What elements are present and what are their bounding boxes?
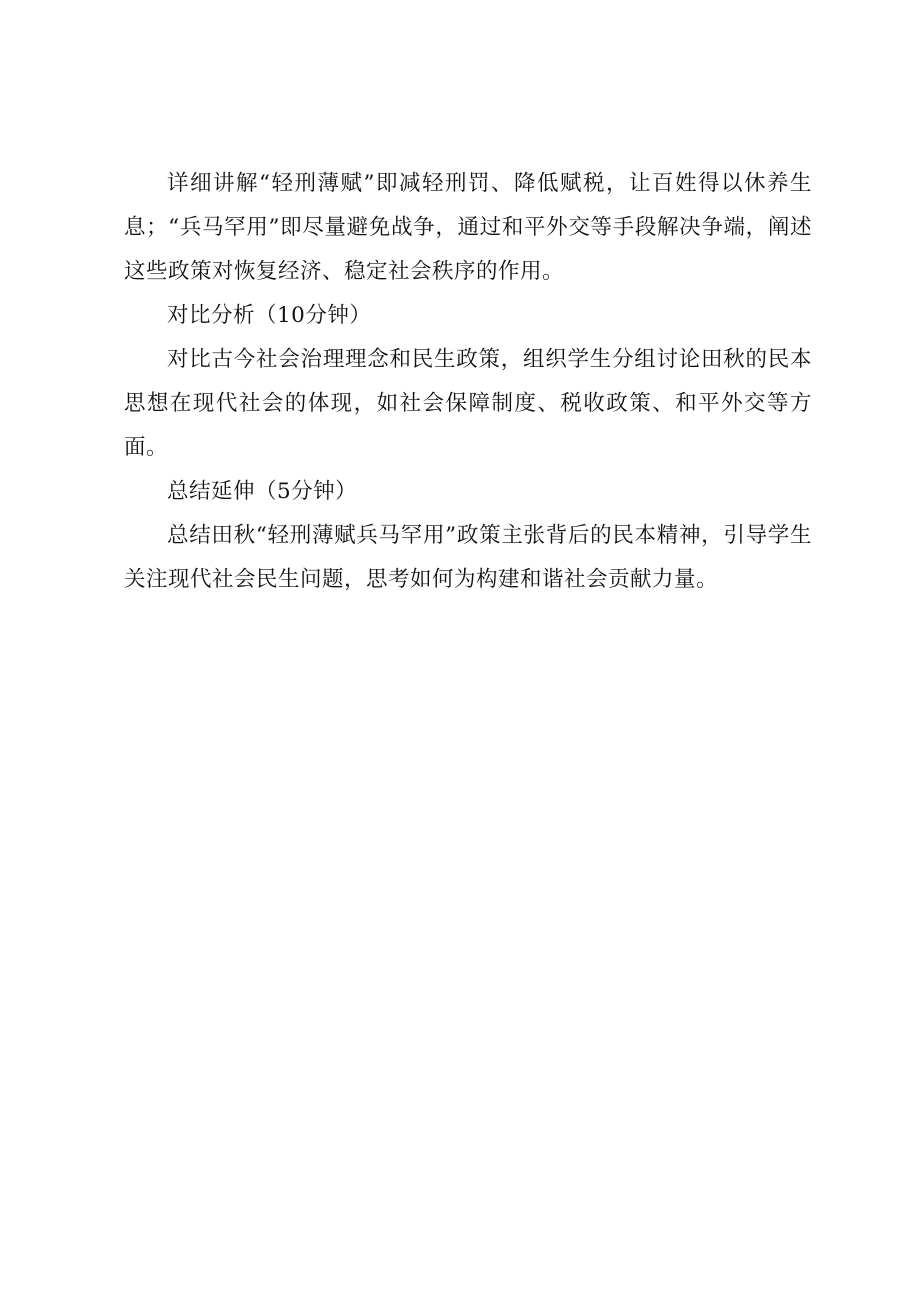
document-body bbox=[124, 162, 812, 602]
paragraph-summary: 总结田秋“轻刑薄赋兵马罕用”政策主张背后的民本精神，引导学生关注现代社会民生问题，思考如何为构建和谐社会贡献力量。 bbox=[124, 523, 812, 592]
section-heading-comparison: 对比分析（10分钟） bbox=[167, 303, 372, 328]
paragraph-comparison: 对比古今社会治理理念和民生政策，组织学生分组讨论田秋的民本思想在现代社会的体现，如社会保障制度、税收政策、和平外交等方面。 bbox=[124, 347, 812, 460]
paragraph-policy-explanation: 详细讲解“轻刑薄赋”即减轻刑罚、降低赋税，让百姓得以休养生息；“兵马罕用”即尽量避免战争，通过和平外交等手段解决争端，阐述这些政策对恢复经济、稳定社会秩序的作用。 bbox=[124, 171, 812, 284]
section-heading-summary: 总结延伸（5分钟） bbox=[167, 479, 358, 504]
